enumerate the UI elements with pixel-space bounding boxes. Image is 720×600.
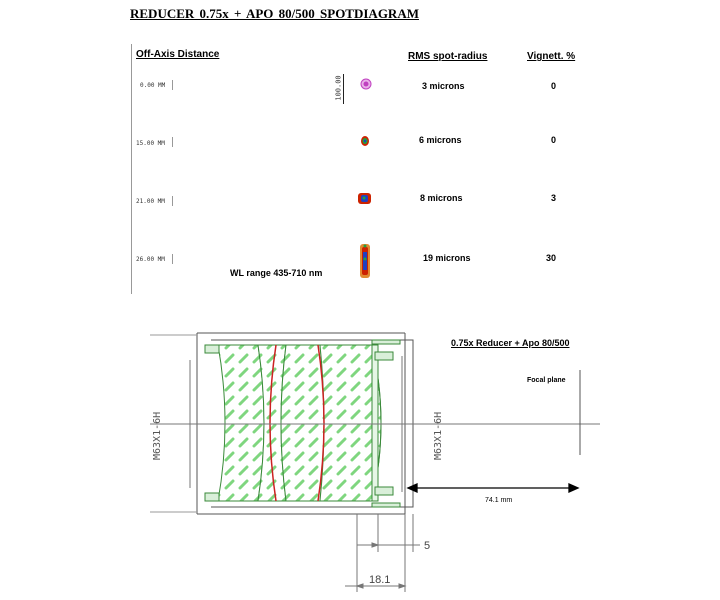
row-vignett: 30 (546, 253, 557, 263)
dim-18-1: 18.1 (369, 574, 391, 586)
distance-label: 74.1 mm (485, 497, 513, 504)
row-distance: 15.00 MM (136, 140, 165, 147)
drawing-label: 0.75x Reducer + Apo 80/500 (451, 338, 570, 348)
dim-5: 5 (424, 540, 431, 552)
row-rms: 19 microns (423, 253, 471, 263)
offaxis-header: Off-Axis Distance (136, 49, 220, 60)
thread-right-label: M63X1-6H (433, 411, 444, 460)
lens-3 (281, 345, 324, 501)
distance-arrow (408, 484, 578, 492)
rms-header: RMS spot-radius (408, 51, 488, 62)
lens-elements (218, 345, 381, 501)
wl-range: WL range 435-710 nm (230, 268, 323, 278)
scale-label: 100.00 (334, 75, 343, 101)
row-vignett: 3 (551, 193, 557, 203)
row-rms: 3 microns (422, 81, 465, 91)
row-vignett: 0 (551, 81, 557, 91)
row-rms: 8 microns (420, 193, 463, 203)
row-rms: 6 microns (419, 135, 462, 145)
row-vignett: 0 (551, 135, 557, 145)
row-distance: 0.00 MM (140, 82, 166, 89)
thread-left-label: M63X1-6H (152, 411, 163, 460)
row-distance: 26.00 MM (136, 256, 165, 263)
lens-1 (218, 345, 264, 501)
row-distance: 21.00 MM (136, 198, 165, 205)
vignett-header: Vignett. % (527, 51, 576, 62)
focal-plane-label: Focal plane (527, 377, 566, 384)
page-title: REDUCER 0.75x + APO 80/500 SPOTDIAGRAM (130, 6, 419, 21)
